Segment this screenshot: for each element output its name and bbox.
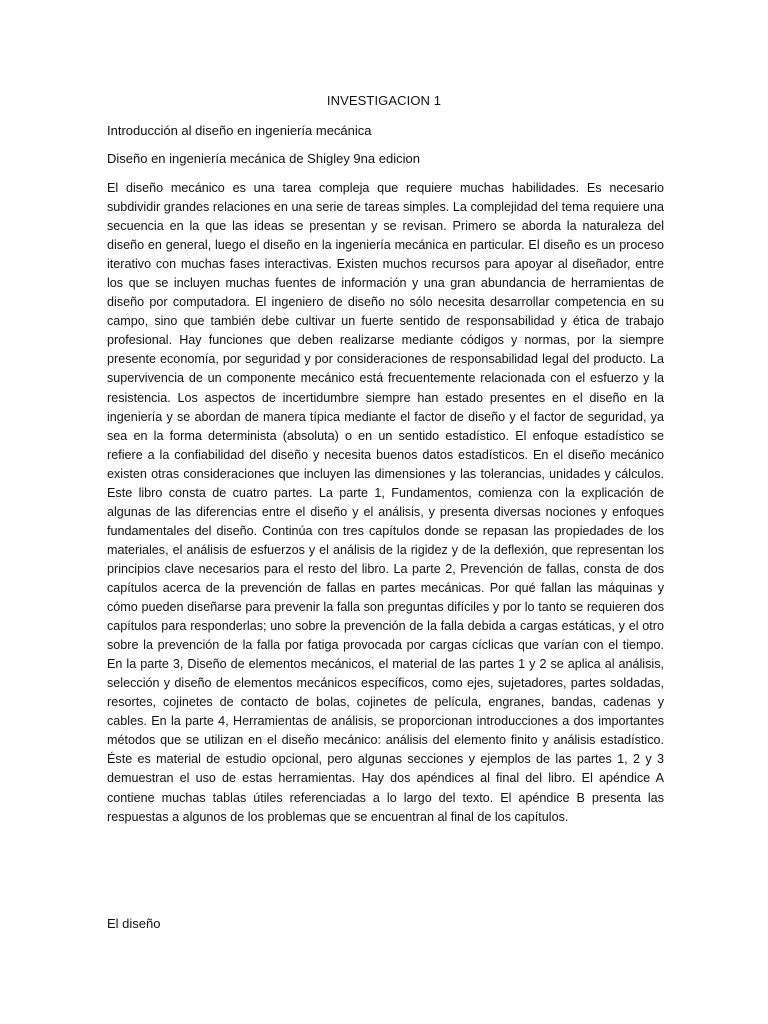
document-title: INVESTIGACION 1 [326, 93, 442, 108]
subtitle-intro: Introducción al diseño en ingeniería mecánica [107, 123, 372, 138]
section-heading-el-diseno: El diseño [107, 916, 161, 931]
subtitle-book: Diseño en ingeniería mecánica de Shigley 9na edicion [107, 151, 420, 166]
body-paragraph: El diseño mecánico es una tarea compleja que requiere muchas habilidades. Es necesario subdividir grandes relaciones en una serie de tareas simples. La complejidad del tema requiere una secuencia en la que las ideas se presentan y se revisan. Primero se aborda la naturaleza del diseño en general, luego el diseño en la ingeniería mecánica en particular. El diseño es un proceso iterativo con muchas fases interactivas. Existen muchos recursos para apoyar al diseñador, entre los que se incluyen muchas fuentes de información y una gran abundancia de herramientas de diseño por computadora. El ingeniero de diseño no sólo necesita desarrollar competencia en su campo, sino que también debe cultivar un fuerte sentido de responsabilidad y ética de trabajo profesional. Hay funciones que deben realizarse mediante códigos y normas, por la siempre presente economía, por seguridad y por consideraciones de responsabilidad legal del producto. La supervivencia de un componente mecánico está frecuentemente relacionada con el esfuerzo y la resistencia. Los aspectos de incertidumbre siempre han estado presentes en el diseño en la ingeniería y se abordan de manera típica mediante el factor de diseño y el factor de seguridad, ya sea en la forma determinista (absoluta) o en un sentido estadístico. El enfoque estadístico se refiere a la confiabilidad del diseño y necesita buenos datos estadísticos. En el diseño mecánico existen otras consideraciones que incluyen las dimensiones y las tolerancias, unidades y cálculos. Este libro consta de cuatro partes. La parte 1, Fundamentos, comienza con la explicación de algunas de las diferencias entre el diseño y el análisis, y presenta diversas nociones y enfoques fundamentales del diseño. Continúa con tres capítulos donde se repasan las propiedades de los materiales, el análisis de esfuerzos y el análisis de la rigidez y de la deflexión, que representan los principios clave necesarios para el resto del libro. La parte 2, Prevención de fallas, consta de dos capítulos acerca de la prevención de fallas en partes mecánicas. Por qué fallan las máquinas y cómo pueden diseñarse para prevenir la falla son preguntas difíciles y por lo tanto se requieren dos capítulos para responderlas; uno sobre la prevención de la falla debida a cargas estáticas, y el otro sobre la prevención de la falla por fatiga provocada por cargas cíclicas que varían con el tiempo. En la parte 3, Diseño de elementos mecánicos, el material de las partes 1 y 2 se aplica al análisis, selección y diseño de elementos mecánicos específicos, como ejes, sujetadores, partes soldadas, resortes, cojinetes de contacto de bolas, cojinetes de película, engranes, bandas, cadenas y cables. En la parte 4, Herramientas de análisis, se proporcionan introducciones a dos importantes métodos que se utilizan en el diseño mecánico: análisis del elemento finito y análisis estadístico. Éste es material de estudio opcional, pero algunas secciones y ejemplos de las partes 1, 2 y 3 demuestran el uso de estas herramientas. Hay dos apéndices al final del libro. El apéndice A contiene muchas tablas útiles referenciadas a lo largo del texto. El apéndice B presenta las respuestas a algunos de los problemas que se encuentran al final de los capítulos. [107, 181, 664, 824]
